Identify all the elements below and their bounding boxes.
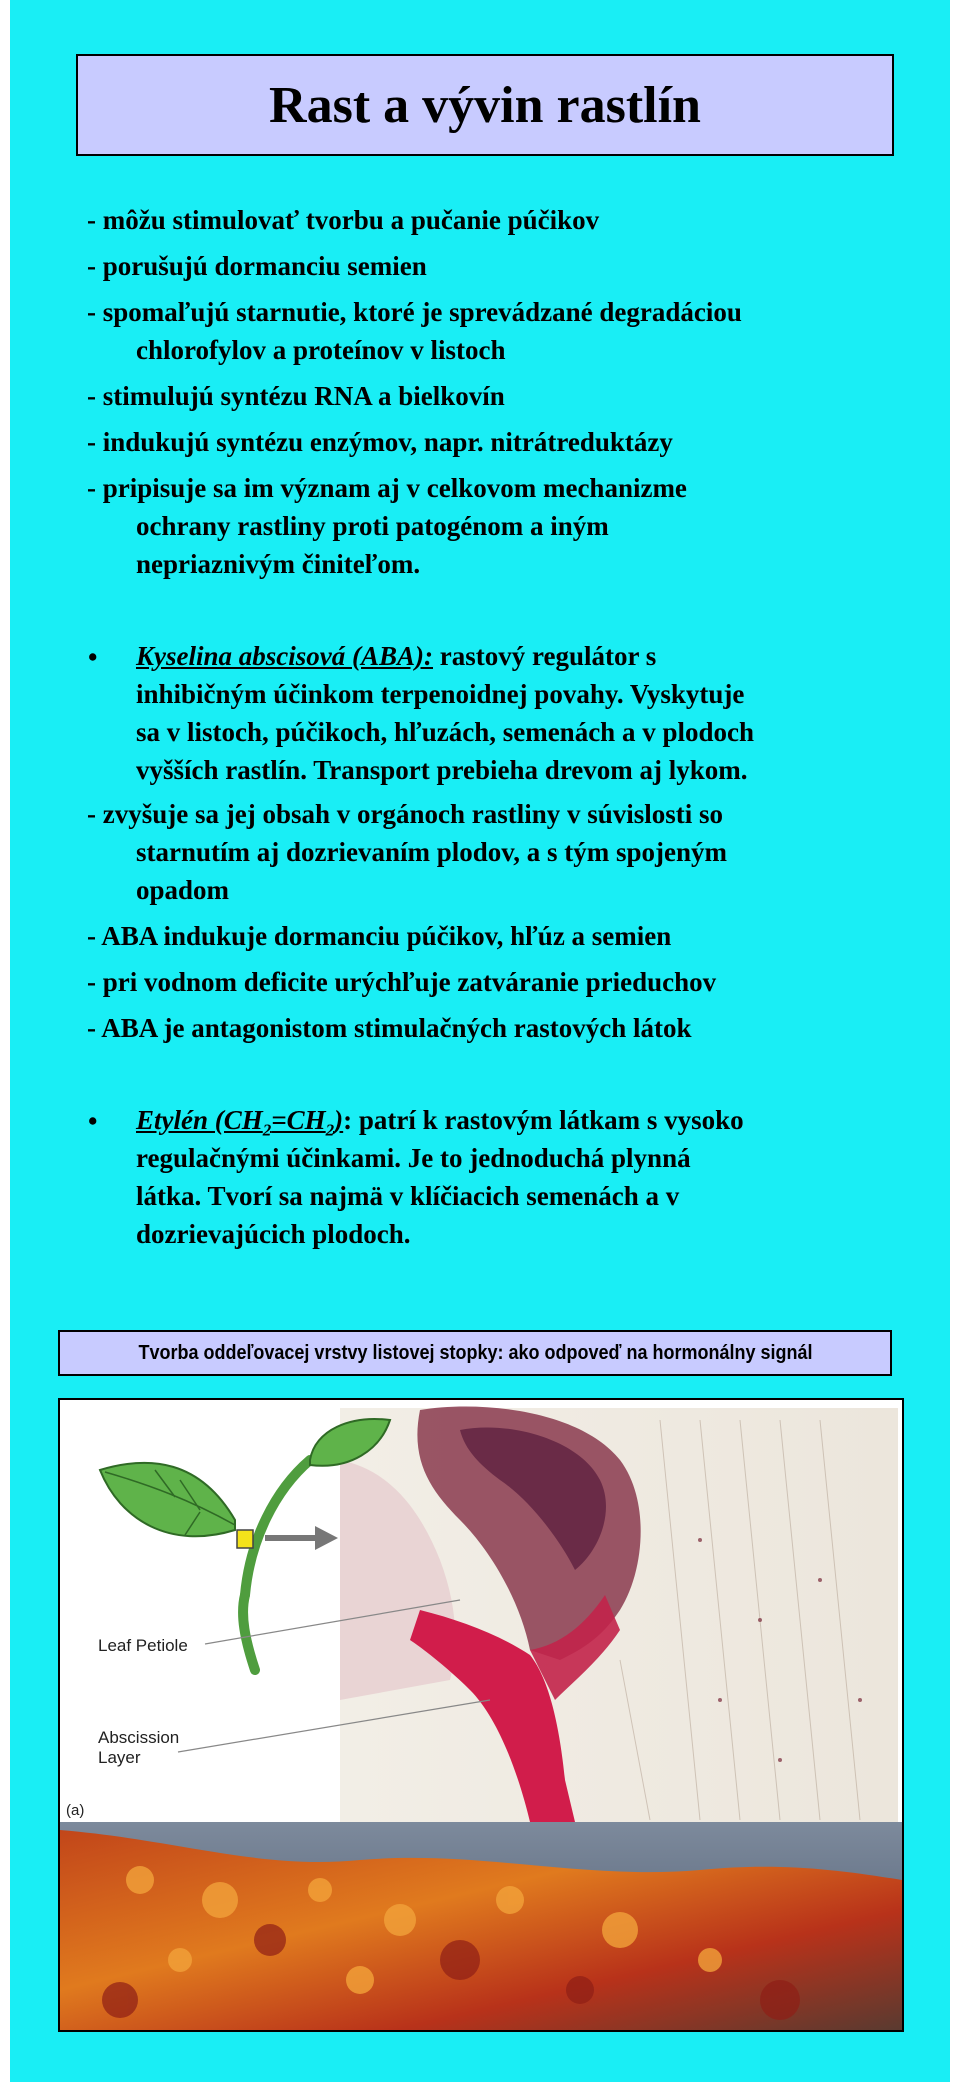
- label-abscission-layer: Layer: [98, 1748, 141, 1767]
- figure-caption-box: [58, 1330, 892, 1376]
- aba-text: vyšších rastlín. Transport prebieha drevom aj lykom.: [136, 755, 748, 785]
- list-item: - stimulujú syntézu RNA a bielkovín: [87, 381, 505, 411]
- list-item: - môžu stimulovať tvorbu a pučanie púčikov: [87, 205, 600, 235]
- page-title: Rast a vývin rastlín: [269, 76, 701, 134]
- figure-abscission: [58, 1398, 904, 2032]
- bullet-aba: •: [88, 642, 98, 672]
- ethylene-text: regulačnými účinkami. Je to jednoduchá plynná: [136, 1143, 691, 1173]
- aba-term: Kyselina abscisová (ABA):: [136, 641, 433, 671]
- list-item: - pri vodnom deficite urýchľuje zatváranie prieduchov: [87, 967, 717, 997]
- ethylene-term: [136, 1105, 344, 1140]
- list-item-continued: opadom: [136, 875, 230, 905]
- bullet-ethylene: •: [88, 1106, 98, 1136]
- list-item: - zvyšuje sa jej obsah v orgánoch rastliny v súvislosti so: [87, 799, 724, 829]
- list-item-continued: ochrany rastliny proti patogénom a iným: [136, 511, 609, 541]
- ethylene-text: dozrievajúcich plodoch.: [136, 1219, 411, 1249]
- list-item: - spomaľujú starnutie, ktoré je sprevádzané degradáciou: [87, 297, 742, 327]
- ethylene-subscript: 2: [325, 1120, 335, 1140]
- list-item: - pripisuje sa im význam aj v celkovom mechanizme: [87, 473, 687, 503]
- ethylene-term-c: ): [334, 1105, 344, 1135]
- aba-heading: [136, 643, 656, 670]
- ethylene-term-b: =CH: [271, 1105, 326, 1135]
- ethylene-heading: [136, 1107, 744, 1138]
- list-item: - indukujú syntézu enzýmov, napr. nitrátreduktázy: [87, 427, 673, 457]
- panel-label: (a): [66, 1802, 85, 1819]
- label-abscission: Abscission: [98, 1728, 180, 1747]
- aba-heading-rest: rastový regulátor s: [433, 641, 657, 671]
- label-leaf-petiole: Leaf Petiole: [98, 1636, 188, 1655]
- abscission-illustration: [60, 1400, 902, 2030]
- ethylene-heading-rest: : patrí k rastovým látkam s vysoko: [343, 1105, 744, 1135]
- list-item: - ABA je antagonistom stimulačných rastových látok: [87, 1013, 692, 1043]
- ethylene-text: látka. Tvorí sa najmä v klíčiacich semenách a v: [136, 1181, 680, 1211]
- slide: [10, 0, 950, 2082]
- aba-text: inhibičným účinkom terpenoidnej povahy. Vyskytuje: [136, 679, 745, 709]
- list-item-continued: starnutím aj dozrievaním plodov, a s tým spojeným: [136, 837, 728, 867]
- ethylene-term-a: Etylén (CH: [136, 1105, 263, 1135]
- aba-text: sa v listoch, púčikoch, hľuzách, semenách a v plodoch: [136, 717, 754, 747]
- list-item: - porušujú dormanciu semien: [87, 251, 427, 281]
- title-box: [76, 54, 894, 156]
- list-item: - ABA indukuje dormanciu púčikov, hľúz a semien: [87, 921, 672, 951]
- list-item-continued: chlorofylov a proteínov v listoch: [136, 335, 506, 365]
- ethylene-subscript: 2: [262, 1120, 272, 1140]
- petiole-marker: [237, 1530, 253, 1548]
- list-item-continued: nepriaznivým činiteľom.: [136, 549, 421, 579]
- figure-caption: Tvorba oddeľovacej vrstvy listovej stopky: ako odpoveď na hormonálny signál: [137, 1341, 813, 1364]
